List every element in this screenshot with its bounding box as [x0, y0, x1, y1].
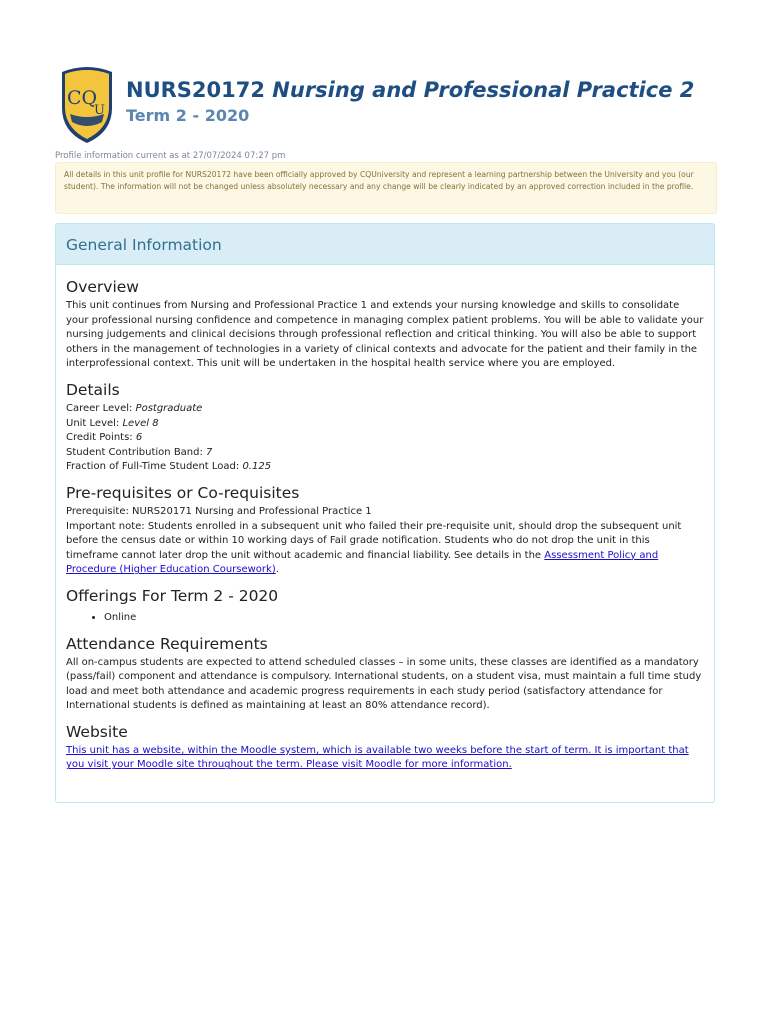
detail-label: Unit Level: — [66, 417, 123, 429]
detail-row — [66, 446, 704, 461]
unit-title — [126, 78, 694, 102]
attendance-heading: Attendance Requirements — [66, 634, 268, 653]
general-information-panel — [55, 223, 715, 803]
unit-name: Nursing and Professional Practice 2 — [272, 78, 695, 102]
attendance-text: All on-campus students are expected to attend scheduled classes – in some units, these classes are identified as a mandatory (pass/fail) component and attendance is compulsory. International students, on a student visa, must maintain a full time study load and meet both attendance and academic progress requirements in each study period (satisfactory attendance for International students is defined as maintaining at least an 80% attendance record). — [66, 656, 702, 712]
detail-value: 0.125 — [242, 461, 272, 473]
moodle-website-link[interactable]: This unit has a website, within the Moodle system, which is available two weeks before the start of term. It is important that you visit your Moodle site throughout the term. Please visit Moodle for more information. — [66, 744, 689, 771]
unit-term: Term 2 - 2020 — [126, 106, 250, 125]
prerequisite-note-text: Important note: Students enrolled in a subsequent unit who failed their pre-requisite unit, should drop the subsequent unit before the census date or within 10 working days of Fail grade notification. Students who do not drop the unit in this timeframe cannot later drop the unit without academic and financial liability. See details in the — [66, 520, 682, 561]
prerequisite-note — [66, 520, 704, 578]
prerequisites-section — [66, 483, 704, 578]
assessment-policy-link[interactable]: Assessment Policy and Procedure (Higher Education Coursework) — [66, 549, 659, 576]
offerings-list — [66, 611, 704, 626]
unit-title-block — [126, 78, 694, 125]
panel-body — [56, 265, 714, 773]
profile-current-text: Profile information current as at 27/07/2024 07:27 pm — [55, 151, 286, 161]
list-item: • Online — [104, 611, 704, 626]
detail-label: Student Contribution Band: — [66, 446, 207, 458]
detail-row — [66, 460, 704, 475]
prerequisites-heading: Pre-requisites or Co-requisites — [66, 483, 300, 502]
details-section — [66, 380, 704, 475]
detail-value: 7 — [206, 446, 213, 458]
website-heading: Website — [66, 722, 128, 741]
overview-section — [66, 277, 704, 372]
overview-text: This unit continues from Nursing and Professional Practice 1 and extends your nursing knowledge and skills to consolidate your professional nursing confidence and competence in managing complex patient problems. You will be able to validate your nursing judgements and clinical decisions through professional reflection and critical thinking. You will also be able to support others in the management of technologies in a variety of clinical contexts and advocate for the patient and their family in the interprofessional context. This unit will be undertaken in the hospital health service where you are employed. — [66, 300, 704, 370]
attendance-section — [66, 634, 704, 714]
detail-value: Postgraduate — [135, 402, 203, 414]
detail-label: Fraction of Full-Time Student Load: — [66, 461, 243, 473]
detail-label: Career Level: — [66, 402, 136, 414]
details-heading: Details — [66, 380, 120, 399]
offerings-section — [66, 586, 704, 626]
detail-value: Level 8 — [122, 417, 159, 429]
svg-text:CQ: CQ — [67, 87, 98, 109]
cqu-logo — [58, 62, 116, 144]
detail-row — [66, 402, 704, 417]
approval-notice: All details in this unit profile for NURS20172 have been officially approved by CQUniversity and represent a learning partnership between the University and you (our student). The information will not be changed unless absolutely necessary and any change will be clearly indicated by an approved correction included in the profile. — [55, 162, 717, 214]
detail-row — [66, 417, 704, 432]
detail-row — [66, 431, 704, 446]
website-section — [66, 722, 704, 773]
panel-heading: General Information — [56, 224, 714, 265]
svg-text:U: U — [94, 103, 105, 118]
offerings-heading: Offerings For Term 2 - 2020 — [66, 586, 279, 605]
unit-code: NURS20172 — [126, 78, 265, 102]
detail-label: Credit Points: — [66, 432, 136, 444]
overview-heading: Overview — [66, 278, 139, 296]
detail-value: 6 — [135, 432, 143, 444]
prerequisite-text: Prerequisite: NURS20171 Nursing and Professional Practice 1 — [66, 505, 372, 517]
prerequisite-note-end: . — [275, 564, 279, 576]
